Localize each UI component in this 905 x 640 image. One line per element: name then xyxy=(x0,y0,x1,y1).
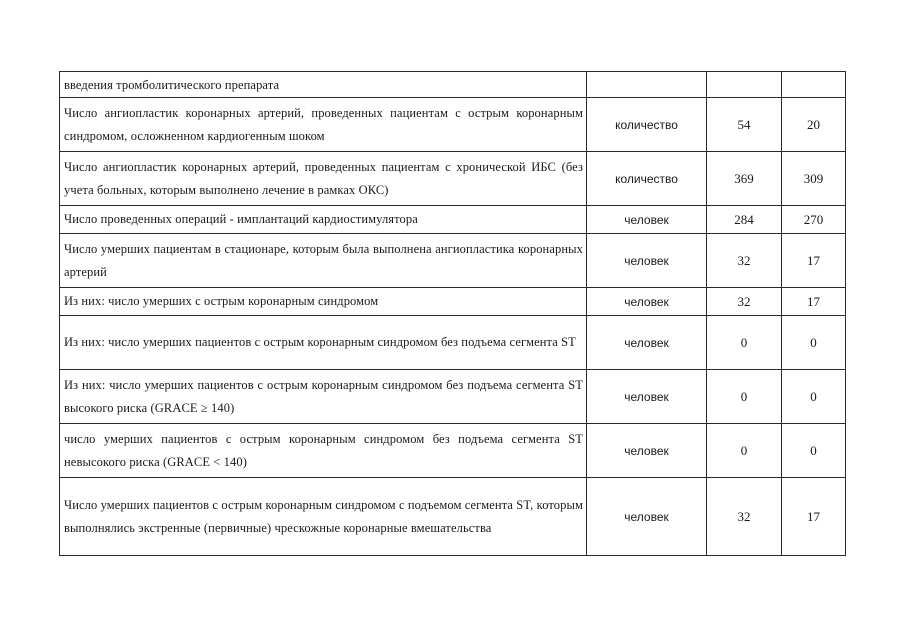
row-value-1: 369 xyxy=(707,152,782,206)
row-unit xyxy=(587,72,707,98)
row-value-1: 32 xyxy=(707,288,782,316)
row-value-2: 0 xyxy=(782,370,846,424)
row-unit: количество xyxy=(587,98,707,152)
table-row xyxy=(60,288,846,316)
row-description: Из них: число умерших пациентов с острым коронарным синдромом без подъема сегмента ST xyxy=(60,316,587,370)
row-value-2: 0 xyxy=(782,316,846,370)
table-row xyxy=(60,98,846,152)
row-value-1: 32 xyxy=(707,478,782,556)
table-row xyxy=(60,152,846,206)
table-row xyxy=(60,72,846,98)
row-unit: человек xyxy=(587,478,707,556)
row-value-2: 309 xyxy=(782,152,846,206)
row-description: Число проведенных операций - имплантаций кардиостимулятора xyxy=(60,206,587,234)
table-row xyxy=(60,424,846,478)
row-value-2 xyxy=(782,72,846,98)
row-description: Число ангиопластик коронарных артерий, проведенных пациентам с острым коронарным синдромом, осложненном кардиогенным шоком xyxy=(60,98,587,152)
row-value-1: 54 xyxy=(707,98,782,152)
row-description: Число умерших пациентов с острым коронарным синдромом с подъемом сегмента ST, которым выполнялись экстренные (первичные) чрескожные коронарные вмешательства xyxy=(60,478,587,556)
row-unit: человек xyxy=(587,370,707,424)
row-value-2: 17 xyxy=(782,234,846,288)
row-unit: человек xyxy=(587,234,707,288)
row-value-2: 20 xyxy=(782,98,846,152)
row-unit: человек xyxy=(587,424,707,478)
row-description: Число умерших пациентам в стационаре, которым была выполнена ангиопластика коронарных артерий xyxy=(60,234,587,288)
row-value-1: 0 xyxy=(707,370,782,424)
row-value-2: 270 xyxy=(782,206,846,234)
row-value-1: 32 xyxy=(707,234,782,288)
row-unit: количество xyxy=(587,152,707,206)
row-value-2: 17 xyxy=(782,478,846,556)
row-description: введения тромболитического препарата xyxy=(60,72,587,98)
row-unit: человек xyxy=(587,288,707,316)
row-value-1: 0 xyxy=(707,424,782,478)
row-value-1 xyxy=(707,72,782,98)
row-value-2: 17 xyxy=(782,288,846,316)
row-unit: человек xyxy=(587,316,707,370)
row-value-1: 0 xyxy=(707,316,782,370)
table-row xyxy=(60,206,846,234)
row-description: число умерших пациентов с острым коронарным синдромом без подъема сегмента ST невысокого риска (GRACE < 140) xyxy=(60,424,587,478)
row-description: Число ангиопластик коронарных артерий, проведенных пациентам с хронической ИБС (без учета больных, которым выполнено лечение в рамках ОКС) xyxy=(60,152,587,206)
row-description: Из них: число умерших с острым коронарным синдромом xyxy=(60,288,587,316)
row-description: Из них: число умерших пациентов с острым коронарным синдромом без подъема сегмента ST высокого риска (GRACE ≥ 140) xyxy=(60,370,587,424)
row-value-1: 284 xyxy=(707,206,782,234)
statistics-table xyxy=(59,71,846,556)
row-value-2: 0 xyxy=(782,424,846,478)
table-row xyxy=(60,478,846,556)
table-row xyxy=(60,370,846,424)
row-unit: человек xyxy=(587,206,707,234)
table-row xyxy=(60,316,846,370)
table-row xyxy=(60,234,846,288)
